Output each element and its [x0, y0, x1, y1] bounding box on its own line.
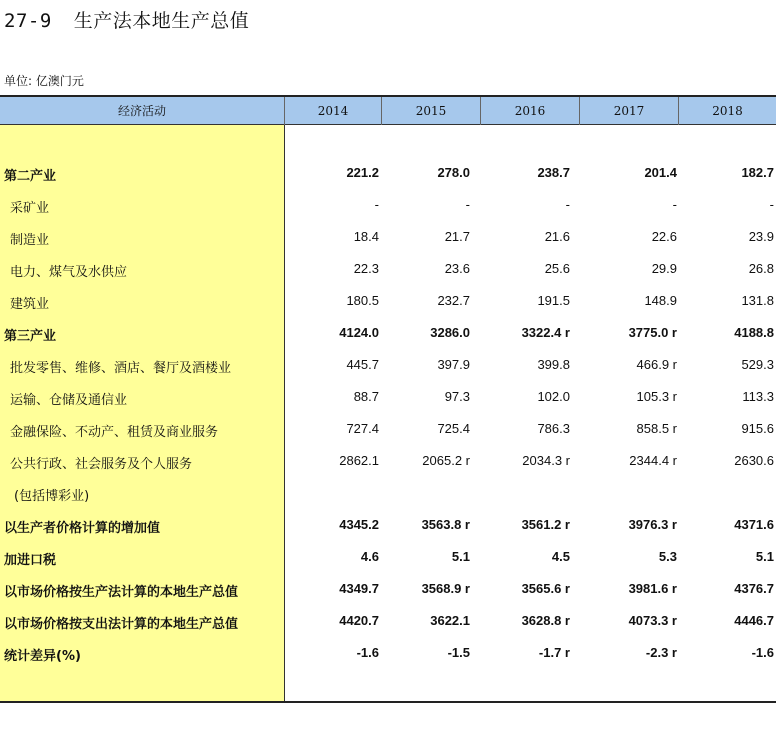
cell-value: 180.5	[346, 293, 379, 308]
cell-value: -	[672, 197, 677, 212]
cell-value: 131.8	[741, 293, 774, 308]
cell-value: 3976.3 r	[628, 517, 677, 532]
row-label: 以生产者价格计算的增加值	[4, 521, 161, 536]
table-row	[0, 386, 776, 410]
table-row	[0, 514, 776, 538]
row-label: 金融保险、不动产、租赁及商业服务	[10, 425, 219, 440]
cell-value: 727.4	[346, 421, 379, 436]
table-header	[0, 95, 776, 125]
cell-value: 238.7	[537, 165, 570, 180]
cell-value: 97.3	[444, 389, 470, 404]
cell-value: 26.8	[748, 261, 774, 276]
table-row	[0, 258, 776, 282]
cell-value: 858.5 r	[636, 421, 677, 436]
cell-value: 105.3 r	[636, 389, 677, 404]
cell-value: 18.4	[353, 229, 379, 244]
table-row	[0, 610, 776, 634]
cell-value: 4.5	[551, 549, 570, 564]
table-row	[0, 290, 776, 314]
cell-value: 399.8	[537, 357, 570, 372]
cell-value: 4376.7	[734, 581, 774, 596]
data-table	[0, 95, 776, 702]
cell-value: 4420.7	[339, 613, 379, 628]
cell-value: 113.3	[742, 389, 774, 404]
cell-value: 397.9	[437, 357, 470, 372]
cell-value: 2630.6	[734, 453, 774, 468]
cell-value: 201.4	[644, 165, 677, 180]
cell-value: 29.9	[651, 261, 677, 276]
cell-value: 2034.3 r	[522, 453, 570, 468]
cell-value: 3981.6 r	[628, 581, 677, 596]
cell-value: 3568.9 r	[421, 581, 470, 596]
cell-value: 232.7	[437, 293, 470, 308]
cell-value: 182.7	[741, 165, 774, 180]
cell-value: 3286.0	[430, 325, 470, 340]
row-label: 第三产业	[4, 329, 57, 344]
row-label: 以市场价格按生产法计算的本地生产总值	[4, 585, 239, 600]
cell-value: 3563.8 r	[421, 517, 470, 532]
row-label: 批发零售、维修、酒店、餐厅及酒楼业	[10, 361, 232, 376]
cell-value: 5.1	[451, 549, 470, 564]
header-year: 2015	[415, 104, 447, 118]
row-label: 以市场价格按支出法计算的本地生产总值	[4, 617, 239, 632]
row-label: 公共行政、社会服务及个人服务	[10, 457, 193, 472]
cell-value: 3775.0 r	[628, 325, 677, 340]
cell-value: 2862.1	[339, 453, 379, 468]
row-label: 第二产业	[4, 169, 57, 184]
cell-value: 88.7	[353, 389, 379, 404]
table-row	[0, 226, 776, 250]
cell-value: 445.7	[346, 357, 379, 372]
cell-value: 21.6	[544, 229, 570, 244]
row-label: 制造业	[10, 233, 50, 248]
cell-value: 21.7	[444, 229, 470, 244]
cell-value: 2344.4 r	[629, 453, 677, 468]
header-year: 2017	[613, 104, 645, 118]
cell-value: -1.7 r	[538, 645, 570, 660]
cell-value: 23.6	[444, 261, 470, 276]
table-row	[0, 162, 776, 186]
table-row	[0, 322, 776, 346]
cell-value: -1.5	[447, 645, 470, 660]
cell-value: 2065.2 r	[422, 453, 470, 468]
table-row	[0, 546, 776, 570]
row-label: 加进口税	[4, 553, 57, 568]
table-row	[0, 578, 776, 602]
table-row	[0, 450, 776, 474]
cell-value: 4.6	[360, 549, 379, 564]
cell-value: 221.2	[346, 165, 379, 180]
cell-value: 148.9	[644, 293, 677, 308]
header-activity: 经济活动	[117, 104, 166, 118]
cell-value: -	[465, 197, 470, 212]
cell-value: 466.9 r	[636, 357, 677, 372]
cell-value: 4371.6	[734, 517, 774, 532]
row-label: 统计差异(%)	[4, 649, 81, 664]
cell-value: 23.9	[748, 229, 774, 244]
table-title: 生产法本地生产总值	[73, 10, 250, 32]
cell-value: 102.0	[537, 389, 570, 404]
cell-value: 786.3	[537, 421, 570, 436]
cell-value: 915.6	[741, 421, 774, 436]
cell-value: 278.0	[437, 165, 470, 180]
cell-value: 3561.2 r	[521, 517, 570, 532]
table-row	[0, 354, 776, 378]
cell-value: 4073.3 r	[628, 613, 677, 628]
cell-value: 22.6	[651, 229, 677, 244]
cell-value: 4188.8	[734, 325, 774, 340]
table-number: 27-9	[4, 10, 52, 32]
cell-value: -	[565, 197, 570, 212]
cell-value: 5.3	[658, 549, 677, 564]
table-row	[0, 194, 776, 218]
cell-value: 25.6	[544, 261, 570, 276]
cell-value: 4349.7	[339, 581, 379, 596]
cell-value: 4446.7	[734, 613, 774, 628]
cell-value: 3322.4 r	[521, 325, 570, 340]
cell-value: -2.3 r	[645, 645, 677, 660]
cell-value: 191.5	[537, 293, 570, 308]
header-year: 2016	[514, 104, 546, 118]
cell-value: 3622.1	[430, 613, 470, 628]
cell-value: -1.6	[356, 645, 379, 660]
header-year: 2018	[712, 104, 743, 118]
cell-value: 4345.2	[339, 517, 379, 532]
row-label: 建筑业	[10, 297, 50, 312]
table-row	[0, 418, 776, 442]
cell-value: -	[374, 197, 379, 212]
header-year: 2014	[317, 104, 349, 118]
cell-value: 725.4	[437, 421, 470, 436]
row-label: 电力、煤气及水供应	[10, 265, 128, 280]
table-row	[0, 482, 776, 506]
unit-label: 单位: 亿澳门元	[4, 74, 84, 88]
table-row	[0, 642, 776, 666]
cell-value: 22.3	[353, 261, 379, 276]
cell-value: -	[769, 197, 774, 212]
row-label: 采矿业	[10, 201, 50, 216]
cell-value: 4124.0	[339, 325, 379, 340]
cell-value: 5.1	[755, 549, 774, 564]
cell-value: 529.3	[741, 357, 774, 372]
page-title	[4, 6, 249, 33]
cell-value: 3565.6 r	[521, 581, 570, 596]
cell-value: -1.6	[751, 645, 774, 660]
row-label: (包括博彩业)	[14, 489, 90, 504]
cell-value: 3628.8 r	[521, 613, 570, 628]
row-label: 运输、仓储及通信业	[10, 393, 128, 408]
table-bottom-rule	[0, 701, 776, 703]
